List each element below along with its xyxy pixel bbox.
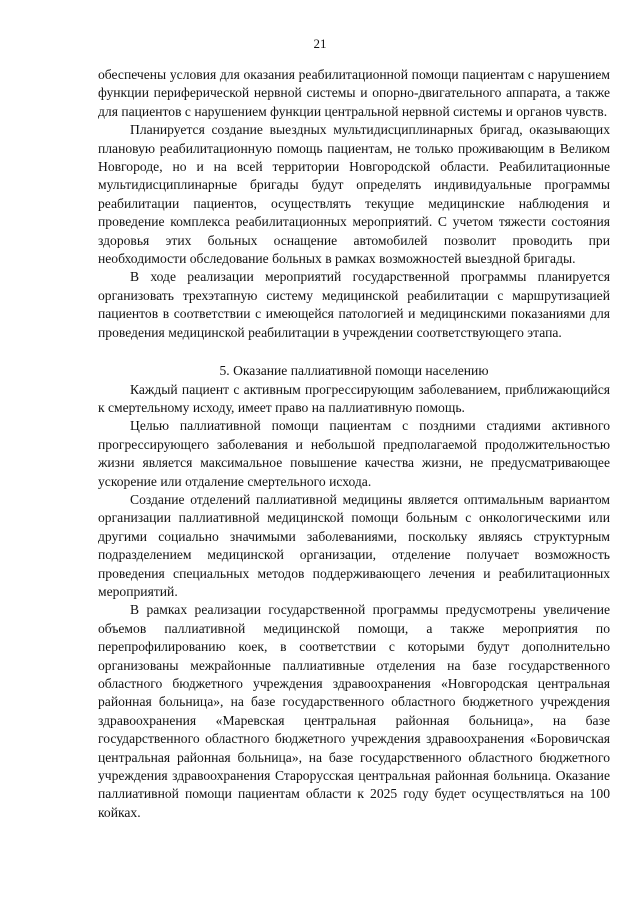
- paragraph: Целью паллиативной помощи пациентам с поздними стадиями активного прогрессирующего заболевания и небольшой предполагаемой продолжительностью жизни является максимальное повышение качества жизни, не предусматривающее ускорение или отдаление смертельного исхода.: [98, 418, 610, 489]
- paragraph: В ходе реализации мероприятий государственной программы планируется организовать трехэтапную систему медицинской реабилитации с маршрутизацией пациентов в соответствии с имеющейся патологией и медицинскими показаниями для проведения медицинской реабилитации в учреждении соответствующего этапа.: [98, 269, 610, 340]
- paragraph: Каждый пациент с активным прогрессирующим заболеванием, приближающийся к смертельному исходу, имеет право на паллиативную помощь.: [98, 381, 610, 415]
- paragraph: В рамках реализации государственной программы предусмотрены увеличение объемов паллиативной медицинской помощи, а также мероприятия по перепрофилированию коек, в соответствии с которыми будут дополнительно организованы межрайонные паллиативные отделения на базе государственного областного бюджетного учреждения здравоохранения «Новгородская центральная районная больница», на базе государственного областного бюджетного учреждения здравоохранения «Маревская центральная районная больница», на базе государственного областного бюджетного учреждения здравоохранения «Боровичская центральная районная больница», на базе государственного областного бюджетного учреждения здравоохранения Старорусская центральная районная больница. Оказание паллиативной помощи пациентам области к 2025 году будет осуществляться на 100 койках.: [98, 602, 610, 820]
- paragraph: обеспечены условия для оказания реабилитационной помощи пациентам с нарушением функции периферической нервной системы и опорно-двигательного аппарата, а также для пациентов с нарушением функции центральной нервной системы и органов чувств.: [98, 67, 610, 119]
- paragraph: Планируется создание выездных мультидисциплинарных бригад, оказывающих плановую реабилитационную помощь пациентам, не только проживающим в Великом Новгороде, но и на всей территории Новгородской области. Реабилитационные мультидисциплинарные бригады будут определять индивидуальные программы реабилитации пациентов, осуществлять текущие медицинские наблюдения и проведение комплекса реабилитационных мероприятий. С учетом тяжести состояния здоровья этих больных оснащение автомобилей позволит проводить при необходимости обследование больных в рамках возможностей выездной бригады.: [98, 122, 610, 267]
- page-number: 21: [313, 36, 327, 51]
- paragraph: Создание отделений паллиативной медицины является оптимальным вариантом организации паллиативной медицинской помощи больным с онкологическими или другими социально значимыми заболеваниями, поскольку являясь структурным подразделением медицинской организации, отделение получает возможность проведения специальных методов поддерживающего лечения и реабилитационных мероприятий.: [98, 491, 610, 599]
- section-heading: 5. Оказание паллиативной помощи населению: [219, 363, 489, 379]
- document-body: [98, 66, 610, 822]
